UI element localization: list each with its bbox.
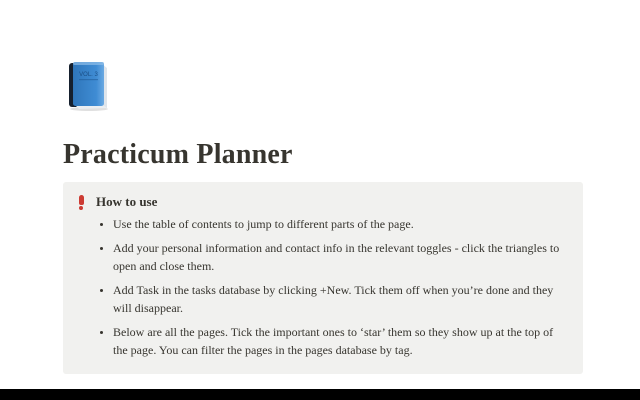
callout-bullet-list	[77, 215, 567, 359]
callout-bullet[interactable]: • Use the table of contents to jump to different parts of the page.	[113, 215, 567, 233]
page-title[interactable]: Practicum Planner	[63, 139, 293, 170]
callout-heading[interactable]: How to use	[96, 194, 158, 209]
how-to-use-callout	[63, 182, 583, 374]
blue-book-icon	[66, 60, 112, 112]
bottom-letterbox-bar	[0, 389, 640, 400]
red-exclamation-icon	[77, 195, 85, 210]
book-cover-label: VOL. 3	[79, 72, 98, 78]
callout-bullet[interactable]: • Add Task in the tasks database by clicking +New. Tick them off when you’re done and they will disappear.	[113, 281, 567, 317]
page-content	[63, 0, 583, 374]
callout-bullet[interactable]: • Add your personal information and contact info in the relevant toggles - click the triangles to open and close them.	[113, 239, 567, 275]
callout-bullet[interactable]: • Below are all the pages. Tick the important ones to ‘star’ them so they show up at the top of the page. You can filter the pages in the pages database by tag.	[113, 323, 567, 359]
page-icon-blue-book-emoji[interactable]	[66, 60, 112, 112]
callout-header	[77, 194, 567, 210]
